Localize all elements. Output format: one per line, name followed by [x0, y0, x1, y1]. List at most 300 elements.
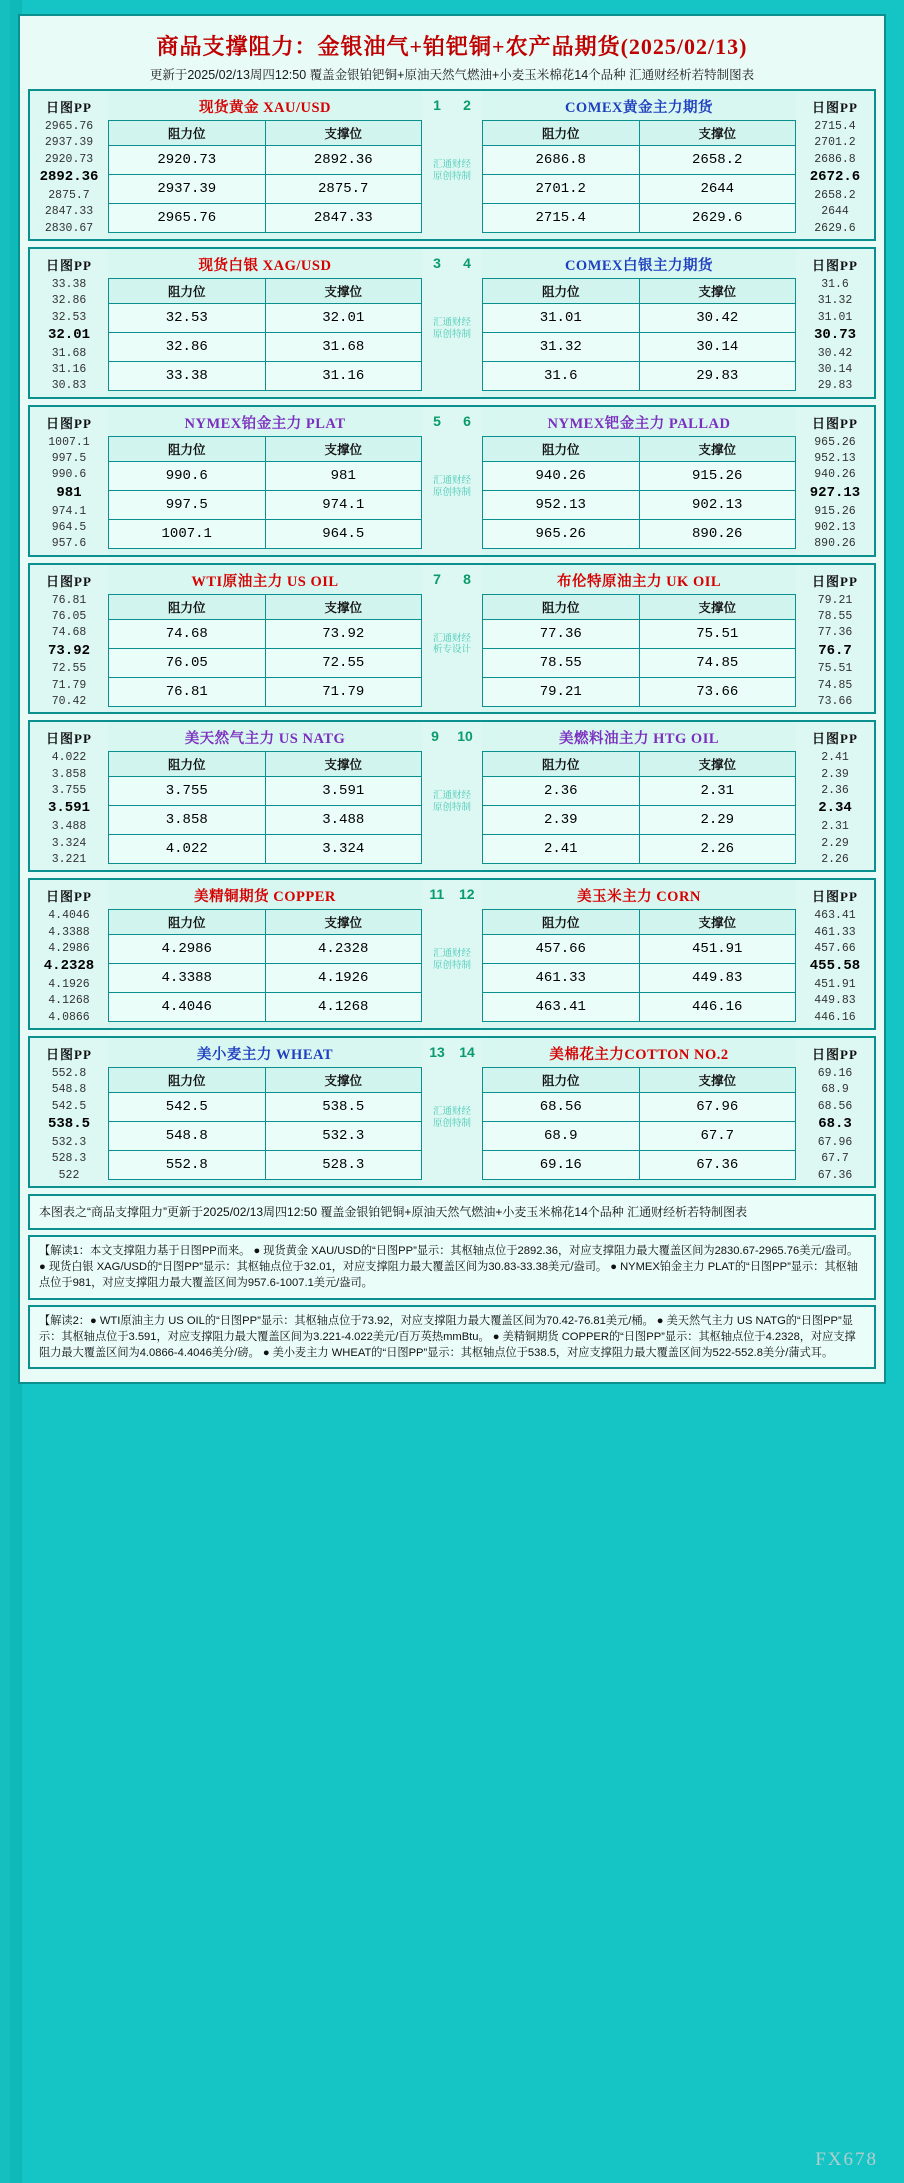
pp-level: 2.26: [821, 852, 849, 866]
table-row: [109, 1151, 422, 1180]
pp-level: 70.42: [51, 695, 87, 709]
pp-header: 日图PP: [46, 1047, 92, 1063]
pp-level: 76.81: [51, 593, 87, 607]
pp-level: 4.2986: [48, 941, 90, 955]
table-row: [483, 806, 796, 835]
block-index-right: 14: [459, 1044, 475, 1061]
pp-level: 68.9: [821, 1083, 849, 1097]
panel-right: [482, 880, 796, 1028]
pp-level: 2715.4: [814, 120, 856, 133]
pp-level: 2.39: [821, 767, 849, 781]
table-row: [109, 806, 422, 835]
col-resistance: 阻力位: [483, 594, 640, 619]
pp-header: 日图PP: [46, 257, 92, 273]
watermark-line-2: 原创特制: [432, 960, 471, 972]
panel-right: [482, 249, 796, 397]
resistance-value: 68.56: [483, 1093, 640, 1122]
block-index-left: 3: [433, 254, 441, 271]
pp-header: 日图PP: [812, 257, 858, 273]
pp-level: 2830.67: [44, 221, 94, 235]
pp-level: 449.83: [814, 994, 856, 1008]
support-value: 974.1: [265, 490, 422, 519]
pp-level: 31.32: [817, 294, 853, 308]
pp-level: 67.96: [817, 1135, 853, 1149]
col-support: 支撑位: [639, 594, 796, 619]
block-index-column: [422, 880, 482, 1028]
table-row: [109, 835, 422, 864]
pp-level: 73.66: [817, 695, 853, 709]
block-index-left: 1: [433, 97, 441, 113]
watermark-text: [422, 1106, 482, 1130]
pp-level: 457.66: [814, 941, 856, 955]
support-value: 915.26: [639, 461, 796, 490]
resistance-value: 3.755: [109, 777, 266, 806]
table-row: [483, 935, 796, 964]
block-index-right: 4: [463, 254, 471, 271]
levels-table: [108, 120, 422, 233]
support-value: 67.96: [639, 1093, 796, 1122]
resistance-value: 76.81: [109, 677, 266, 706]
col-support: 支撑位: [639, 121, 796, 146]
watermark-line-1: 汇通财经: [432, 632, 471, 644]
resistance-value: 76.05: [109, 648, 266, 677]
pp-level: 3.755: [51, 784, 87, 798]
support-value: 2.26: [639, 835, 796, 864]
levels-table: [482, 1067, 796, 1180]
resistance-value: 2.41: [483, 835, 640, 864]
support-value: 890.26: [639, 519, 796, 548]
resistance-value: 2.39: [483, 806, 640, 835]
block-index-column: [422, 407, 482, 555]
pp-side-right: [796, 91, 874, 239]
instrument-title: 美燃料油主力 HTG OIL: [558, 731, 720, 748]
col-resistance: 阻力位: [483, 121, 640, 146]
support-value: 3.591: [265, 777, 422, 806]
table-row: [483, 461, 796, 490]
pp-level: 30.42: [817, 346, 853, 360]
resistance-value: 548.8: [109, 1122, 266, 1151]
support-value: 2658.2: [639, 146, 796, 175]
table-row: [109, 964, 422, 993]
col-support: 支撑位: [265, 594, 422, 619]
pp-header: 日图PP: [46, 889, 92, 905]
support-value: 67.7: [639, 1122, 796, 1151]
pp-header: 日图PP: [46, 573, 92, 589]
pp-level: 538.5: [47, 1116, 90, 1133]
instrument-title: 美棉花主力COTTON NO.2: [549, 1047, 729, 1064]
pp-level: 30.73: [813, 326, 856, 343]
instrument-block: [28, 1036, 876, 1188]
legend-2: 【解读2：● WTI原油主力 US OIL的“日图PP”显示：其枢轴点位于73.92，对应支撑阻力最大覆盖区间为70.42-76.81美元/桶。 ● 美天然气主力 US NATG的“日图PP”显示：其枢轴点位于3.591，对应支撑阻力最大覆盖区间为3.221-4.022美元/百万英热mmBtu。 ● 美精铜期货 COPPER的“日图PP”显示：其枢轴点位于4.2328，对应支撑阻力最大覆盖区间为4.0866-4.4046美分/磅。 ● 美小麦主力 WHEAT的“日图PP”显示：其枢轴点位于538.5，对应支撑阻力最大覆盖区间为522-552.8美分/蒲式耳。: [28, 1305, 876, 1370]
instrument-title: 美小麦主力 WHEAT: [196, 1047, 334, 1064]
pp-level: 76.7: [818, 642, 852, 659]
table-row: [109, 677, 422, 706]
legend-1: 【解读1：本文支撑阻力基于日图PP而来。 ● 现货黄金 XAU/USD的“日图PP”显示：其枢轴点位于2892.36，对应支撑阻力最大覆盖区间为2830.67-2965.76美元/盎司。 ● 现货白银 XAG/USD的“日图PP”显示：其枢轴点位于32.01，对应支撑阻力最大覆盖区间为30.83-33.38美元/盎司。 ● NYMEX铂金主力 PLAT的“日图PP”显示：其枢轴点位于981，对应支撑阻力最大覆盖区间为957.6-1007.1美元/盎司。: [28, 1235, 876, 1300]
pp-level: 552.8: [51, 1067, 87, 1081]
blocks-container: [28, 89, 876, 1188]
pp-header: 日图PP: [46, 415, 92, 431]
pp-level: 30.14: [817, 363, 853, 377]
pp-header: 日图PP: [812, 889, 858, 905]
pp-level: 77.36: [817, 626, 853, 640]
watermark-line-2: 原创特制: [432, 328, 471, 340]
col-resistance: 阻力位: [109, 1068, 266, 1093]
support-value: 72.55: [265, 648, 422, 677]
table-row: [109, 935, 422, 964]
watermark-line-1: 汇通财经: [432, 159, 471, 170]
watermark-line-2: 原创特制: [432, 486, 471, 498]
block-index-right: 2: [463, 97, 471, 113]
pp-level: 4.1926: [48, 978, 90, 992]
pp-level: 997.5: [51, 452, 87, 466]
watermark-stamp: FX678: [815, 2149, 878, 2170]
pp-level: 2.34: [818, 800, 852, 817]
levels-table: [482, 909, 796, 1022]
panel-left: [108, 1038, 422, 1186]
instrument-title: 布伦特原油主力 UK OIL: [556, 573, 722, 590]
resistance-value: 4.4046: [109, 993, 266, 1022]
pp-header: 日图PP: [812, 573, 858, 589]
pp-level: 4.4046: [48, 909, 90, 923]
block-index-column: [422, 1038, 482, 1186]
table-row: [109, 303, 422, 332]
col-resistance: 阻力位: [483, 752, 640, 777]
pp-level: 965.26: [814, 435, 856, 449]
pp-level: 2937.39: [44, 136, 94, 150]
pp-side-right: [796, 880, 874, 1028]
resistance-value: 31.32: [483, 332, 640, 361]
resistance-value: 32.86: [109, 332, 266, 361]
footer-note: 本图表之“商品支撑阻力”更新于2025/02/13周四12:50 覆盖金银铂钯铜+原油天然气燃油+小麦玉米棉花14个品种 汇通财经析若特制图表: [28, 1194, 876, 1230]
pp-level: 990.6: [51, 468, 87, 482]
pp-header: 日图PP: [812, 415, 858, 431]
col-resistance: 阻力位: [483, 278, 640, 303]
pp-level: 528.3: [51, 1152, 87, 1166]
pp-level: 67.36: [817, 1168, 853, 1182]
col-resistance: 阻力位: [109, 752, 266, 777]
instrument-title: NYMEX钯金主力 PALLAD: [547, 415, 731, 432]
pp-level: 915.26: [814, 504, 856, 518]
resistance-value: 2920.73: [109, 146, 266, 175]
pp-side-left: [30, 565, 108, 713]
pp-level: 927.13: [809, 484, 861, 501]
pp-level: 68.56: [817, 1099, 853, 1113]
support-value: 74.85: [639, 648, 796, 677]
pp-level: 2892.36: [39, 168, 99, 185]
pp-level: 3.591: [47, 800, 90, 817]
support-value: 3.324: [265, 835, 422, 864]
pp-level: 31.68: [51, 346, 87, 360]
instrument-title: COMEX黄金主力期货: [564, 100, 714, 116]
table-row: [109, 361, 422, 390]
watermark-line-2: 原创特制: [432, 170, 471, 182]
pp-level: 72.55: [51, 662, 87, 676]
support-value: 538.5: [265, 1093, 422, 1122]
resistance-value: 33.38: [109, 361, 266, 390]
watermark-line-1: 汇通财经: [432, 948, 471, 960]
table-row: [109, 993, 422, 1022]
table-row: [483, 1151, 796, 1180]
table-row: [483, 361, 796, 390]
pp-level: 548.8: [51, 1083, 87, 1097]
pp-level: 2701.2: [814, 136, 856, 150]
pp-level: 446.16: [814, 1010, 856, 1024]
pp-level: 3.858: [51, 767, 87, 781]
support-value: 451.91: [639, 935, 796, 964]
levels-table: [482, 751, 796, 864]
pp-level: 31.01: [817, 310, 853, 324]
levels-table: [108, 909, 422, 1022]
pp-level: 4.3388: [48, 925, 90, 939]
panel-left: [108, 407, 422, 555]
pp-level: 2920.73: [44, 152, 94, 166]
block-index-right: 12: [459, 886, 475, 903]
resistance-value: 2965.76: [109, 204, 266, 233]
table-row: [483, 777, 796, 806]
instrument-block: [28, 563, 876, 715]
pp-level: 68.3: [818, 1116, 852, 1133]
levels-table: [108, 751, 422, 864]
resistance-value: 463.41: [483, 993, 640, 1022]
pp-level: 2847.33: [44, 205, 94, 219]
pp-side-right: [796, 722, 874, 870]
table-row: [109, 490, 422, 519]
table-row: [483, 964, 796, 993]
table-row: [109, 777, 422, 806]
col-resistance: 阻力位: [483, 436, 640, 461]
levels-table: [482, 120, 796, 233]
table-row: [483, 204, 796, 233]
table-row: [109, 146, 422, 175]
watermark-text: [422, 633, 482, 657]
instrument-title: 现货白银 XAG/USD: [198, 257, 332, 274]
table-row: [109, 175, 422, 204]
resistance-value: 461.33: [483, 964, 640, 993]
support-value: 2629.6: [639, 204, 796, 233]
pp-level: 2644: [821, 205, 849, 219]
levels-table: [108, 594, 422, 707]
support-value: 2.31: [639, 777, 796, 806]
pp-level: 4.2328: [43, 958, 95, 975]
levels-table: [482, 278, 796, 391]
col-resistance: 阻力位: [109, 121, 266, 146]
pp-level: 463.41: [814, 909, 856, 923]
pp-level: 31.16: [51, 363, 87, 377]
levels-table: [108, 436, 422, 549]
col-support: 支撑位: [265, 910, 422, 935]
panel-left: [108, 880, 422, 1028]
pp-level: 2965.76: [44, 120, 94, 133]
resistance-value: 31.01: [483, 303, 640, 332]
levels-table: [482, 436, 796, 549]
table-row: [483, 993, 796, 1022]
block-index-column: [422, 722, 482, 870]
pp-level: 79.21: [817, 593, 853, 607]
support-value: 2892.36: [265, 146, 422, 175]
resistance-value: 3.858: [109, 806, 266, 835]
resistance-value: 542.5: [109, 1093, 266, 1122]
col-support: 支撑位: [265, 121, 422, 146]
watermark-line-1: 汇通财经: [432, 474, 471, 486]
pp-level: 2875.7: [48, 188, 90, 202]
table-row: [483, 835, 796, 864]
pp-level: 4.1268: [48, 994, 90, 1008]
col-resistance: 阻力位: [109, 594, 266, 619]
table-row: [483, 332, 796, 361]
pp-level: 29.83: [817, 379, 853, 393]
resistance-value: 32.53: [109, 303, 266, 332]
block-index-right: 8: [463, 570, 471, 587]
instrument-title: NYMEX铂金主力 PLAT: [184, 415, 346, 432]
instrument-title: 美精铜期货 COPPER: [194, 889, 336, 906]
resistance-value: 952.13: [483, 490, 640, 519]
resistance-value: 552.8: [109, 1151, 266, 1180]
pp-level: 4.0866: [48, 1010, 90, 1024]
table-row: [109, 519, 422, 548]
support-value: 528.3: [265, 1151, 422, 1180]
pp-side-right: [796, 407, 874, 555]
instrument-block: [28, 878, 876, 1030]
report-sheet: [18, 14, 886, 1384]
instrument-block: [28, 247, 876, 399]
resistance-value: 74.68: [109, 619, 266, 648]
panel-right: [482, 565, 796, 713]
pp-level: 522: [58, 1168, 80, 1182]
table-row: [109, 461, 422, 490]
watermark-line-2: 析专设计: [432, 644, 471, 656]
resistance-value: 79.21: [483, 677, 640, 706]
resistance-value: 4.3388: [109, 964, 266, 993]
pp-level: 69.16: [817, 1067, 853, 1081]
pp-side-right: [796, 249, 874, 397]
support-value: 2644: [639, 175, 796, 204]
support-value: 31.16: [265, 361, 422, 390]
resistance-value: 2701.2: [483, 175, 640, 204]
pp-level: 74.68: [51, 626, 87, 640]
instrument-block: [28, 405, 876, 557]
panel-right: [482, 1038, 796, 1186]
support-value: 2.29: [639, 806, 796, 835]
instrument-title: COMEX白银主力期货: [564, 257, 714, 274]
block-index-column: [422, 91, 482, 239]
resistance-value: 965.26: [483, 519, 640, 548]
pp-level: 2672.6: [809, 168, 861, 185]
block-index-left: 9: [431, 728, 439, 745]
panel-right: [482, 407, 796, 555]
levels-table: [482, 594, 796, 707]
pp-level: 981: [56, 484, 82, 501]
col-resistance: 阻力位: [109, 910, 266, 935]
block-index-right: 6: [463, 412, 471, 429]
table-row: [109, 619, 422, 648]
support-value: 73.92: [265, 619, 422, 648]
col-support: 支撑位: [639, 910, 796, 935]
instrument-title: 美天然气主力 US NATG: [184, 731, 346, 748]
pp-level: 940.26: [814, 468, 856, 482]
pp-level: 3.324: [51, 836, 87, 850]
levels-table: [108, 278, 422, 391]
col-support: 支撑位: [639, 436, 796, 461]
pp-level: 3.488: [51, 820, 87, 834]
watermark-text: [422, 159, 482, 183]
pp-level: 2.41: [821, 751, 849, 765]
table-row: [109, 1093, 422, 1122]
pp-side-left: [30, 407, 108, 555]
support-value: 71.79: [265, 677, 422, 706]
block-index-column: [422, 249, 482, 397]
resistance-value: 31.6: [483, 361, 640, 390]
pp-level: 2.31: [821, 820, 849, 834]
page-title: 商品支撑阻力：金银油气+铂钯铜+农产品期货(2025/02/13): [156, 34, 748, 59]
instrument-title: WTI原油主力 US OIL: [191, 573, 339, 590]
pp-level: 461.33: [814, 925, 856, 939]
resistance-value: 4.2986: [109, 935, 266, 964]
table-row: [483, 146, 796, 175]
panel-right: [482, 91, 796, 239]
pp-level: 2629.6: [814, 221, 856, 235]
table-row: [483, 175, 796, 204]
support-value: 75.51: [639, 619, 796, 648]
table-row: [483, 519, 796, 548]
watermark-line-2: 原创特制: [432, 1117, 471, 1129]
pp-level: 32.01: [47, 326, 90, 343]
panel-left: [108, 91, 422, 239]
resistance-value: 990.6: [109, 461, 266, 490]
pp-level: 78.55: [817, 609, 853, 623]
support-value: 67.36: [639, 1151, 796, 1180]
watermark-text: [422, 790, 482, 814]
pp-side-left: [30, 722, 108, 870]
table-row: [483, 1122, 796, 1151]
support-value: 981: [265, 461, 422, 490]
table-row: [483, 677, 796, 706]
pp-header: 日图PP: [46, 100, 92, 115]
resistance-value: 457.66: [483, 935, 640, 964]
watermark-line-1: 汇通财经: [432, 316, 471, 328]
panel-left: [108, 249, 422, 397]
support-value: 73.66: [639, 677, 796, 706]
support-value: 30.42: [639, 303, 796, 332]
pp-side-right: [796, 1038, 874, 1186]
panel-left: [108, 722, 422, 870]
support-value: 2847.33: [265, 204, 422, 233]
watermark-text: [422, 317, 482, 341]
levels-table: [108, 1067, 422, 1180]
resistance-value: 1007.1: [109, 519, 266, 548]
watermark-line-1: 汇通财经: [432, 1106, 471, 1118]
table-row: [483, 303, 796, 332]
table-row: [483, 619, 796, 648]
pp-level: 74.85: [817, 678, 853, 692]
col-resistance: 阻力位: [483, 1068, 640, 1093]
col-support: 支撑位: [639, 752, 796, 777]
pp-side-left: [30, 249, 108, 397]
pp-level: 1007.1: [48, 435, 90, 449]
pp-side-left: [30, 1038, 108, 1186]
resistance-value: 2686.8: [483, 146, 640, 175]
col-support: 支撑位: [639, 1068, 796, 1093]
support-value: 3.488: [265, 806, 422, 835]
watermark-text: [422, 475, 482, 499]
block-index-right: 10: [457, 728, 473, 745]
pp-level: 952.13: [814, 452, 856, 466]
pp-level: 2.29: [821, 836, 849, 850]
support-value: 2875.7: [265, 175, 422, 204]
resistance-value: 77.36: [483, 619, 640, 648]
col-support: 支撑位: [265, 278, 422, 303]
pp-level: 957.6: [51, 537, 87, 551]
pp-level: 30.83: [51, 379, 87, 393]
